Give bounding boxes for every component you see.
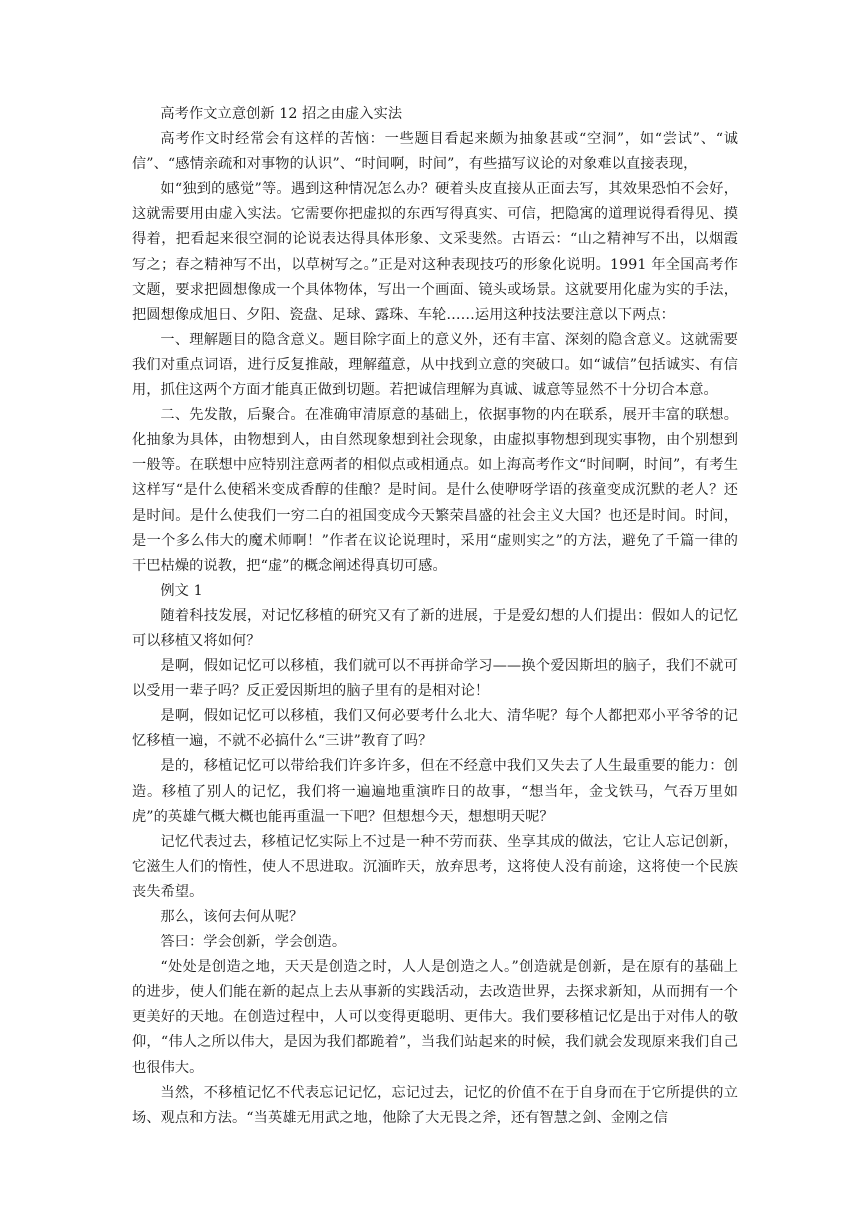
example-paragraph: 是啊，假如记忆可以移植，我们就可以不再拼命学习——换个爱因斯坦的脑子，我们不就可以受用一辈子吗？反正爱因斯坦的脑子里有的是相对论！: [132, 658, 738, 700]
example-paragraph: 记忆代表过去，移植记忆实际上不过是一种不劳而获、坐享其成的做法，它让人忘记创新，它滋生人们的惰性，使人不思进取。沉湎昨天，放弃思考，这将使人没有前途，这将使一个民族丧失希望。: [132, 833, 738, 900]
example-paragraph: 是的，移植记忆可以带给我们许多许多，但在不经意中我们又失去了人生最重要的能力：创造。移植了别人的记忆，我们将一遍遍地重演昨日的故事，“想当年，金戈铁马，气吞万里如虎”的英雄气概大概也能再重温一下吧？但想想今天，想想明天呢？: [132, 758, 738, 825]
example-paragraph: 当然，不移植记忆不代表忘记记忆，忘记过去，记忆的价值不在于自身而在于它所提供的立场、观点和方法。“当英雄无用武之地，他除了大无畏之斧，还有智慧之剑、金刚之信: [132, 1084, 738, 1126]
example-paragraph: 随着科技发展，对记忆移植的研究又有了新的进展，于是爱幻想的人们提出：假如人的记忆可以移植又将如何？: [132, 607, 738, 649]
document-body: [132, 102, 738, 1131]
document-title: 高考作文立意创新 12 招之由虚入实法: [160, 106, 403, 122]
paragraph-intro: 高考作文时经常会有这样的苦恼：一些题目看起来颇为抽象甚或“空洞”，如“尝试”、“诚信”、“感情亲疏和对事物的认识”、“时间啊，时间”，有些描写议论的对象难以直接表现，: [132, 131, 738, 173]
example-paragraph: “处处是创造之地，天天是创造之时，人人是创造之人。”创造就是创新，是在原有的基础上的进步，使人们能在新的起点上去从事新的实践活动，去改造世界，去探求新知，从而拥有一个更美好的天地。在创造过程中，人可以变得更聪明、更伟大。我们要移植记忆是出于对伟人的敬仰，“伟人之所以伟大，是因为我们都跪着”，当我们站起来的时候，我们就会发现原来我们自己也很伟大。: [132, 959, 738, 1076]
example-paragraph: 是啊，假如记忆可以移植，我们又何必要考什么北大、清华呢？每个人都把邓小平爷爷的记忆移植一遍，不就不必搞什么“三讲”教育了吗？: [132, 708, 738, 750]
example-paragraph: 那么，该何去何从呢？: [160, 909, 304, 925]
example-paragraph: 答曰：学会创新，学会创造。: [160, 934, 347, 951]
paragraph-intro-continued: 如“独到的感觉”等。遇到这种情况怎么办？硬着头皮直接从正面去写，其效果恐怕不会好，这就需要用由虚入实法。它需要你把虚拟的东西写得真实、可信，把隐寓的道理说得看得见、摸得着，把看起来很空洞的论说表达得具体形象、文采斐然。古语云：“山之精神写不出，以烟霞写之；春之精神写不出，以草树写之。”正是对这种表现技巧的形象化说明。1991 年全国高考作文题，要求把圆想像成一个具体物体，写出一个画面、镜头或场景。这就要用化虚为实的手法，把圆想像成旭日、夕阳、瓷盘、足球、露珠、车轮……运用这种技法要注意以下两点：: [132, 181, 738, 323]
example-heading: 例文 1: [160, 582, 203, 599]
paragraph-point-one: 一、理解题目的隐含意义。题目除字面上的意义外，还有丰富、深刻的隐含意义。这就需要我们对重点词语，进行反复推敲，理解蕴意，从中找到立意的突破口。如“诚信”包括诚实、有信用，抓住这两个方面才能真正做到切题。若把诚信理解为真诚、诚意等显然不十分切合本意。: [132, 331, 738, 399]
paragraph-point-two: 二、先发散，后聚合。在准确审清原意的基础上，依据事物的内在联系，展开丰富的联想。化抽象为具体，由物想到人，由自然现象想到社会现象，由虚拟事物想到现实事物，由个别想到一般等。在联想中应特别注意两者的相似点或相通点。如上海高考作文“时间啊，时间”，有考生这样写“是什么使稻米变成香醇的佳酿？是时间。是什么使咿呀学语的孩童变成沉默的老人？还是时间。是什么使我们一穷二白的祖国变成今天繁荣昌盛的社会主义大国？也还是时间。时间，是一个多么伟大的魔术师啊！”作者在议论说理时，采用“虚则实之”的方法，避免了千篇一律的干巴枯燥的说教，把“虚”的概念阐述得真切可感。: [132, 407, 738, 574]
